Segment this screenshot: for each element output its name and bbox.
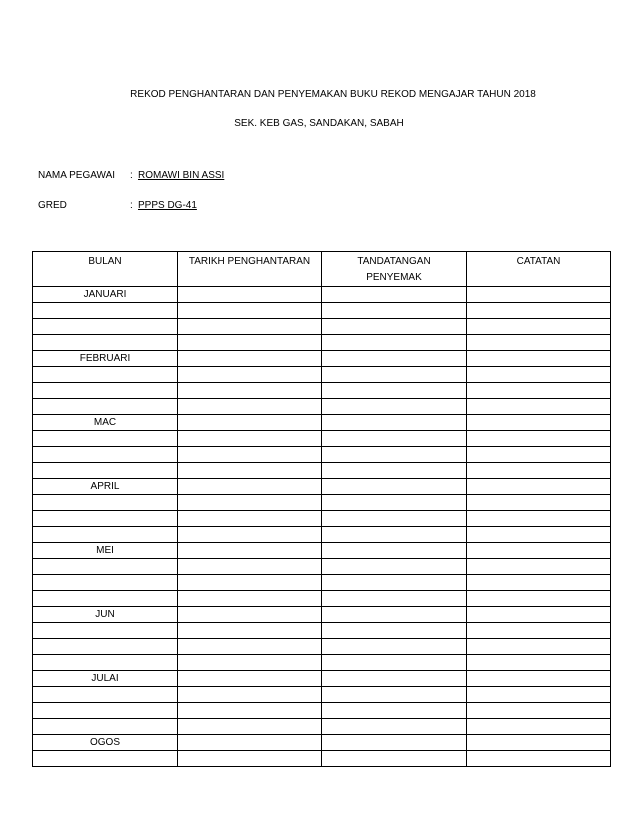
table-cell: [33, 447, 178, 463]
table-row: [33, 543, 611, 559]
table-cell: [33, 639, 178, 655]
table-cell: [178, 607, 322, 623]
header-tandatangan-penyemak: TANDATANGAN PENYEMAK: [322, 252, 467, 287]
table-cell: [322, 751, 467, 767]
table-cell: [178, 495, 322, 511]
table-cell: [322, 527, 467, 543]
field-value: ROMAWI BIN ASSI: [138, 170, 225, 181]
table-cell: [322, 607, 467, 623]
table-row: [33, 575, 611, 591]
month-cell: JULAI: [33, 671, 178, 687]
table-cell: [467, 479, 611, 495]
table-cell: [178, 575, 322, 591]
table-row: [33, 559, 611, 575]
field-nama-pegawai: [38, 170, 224, 181]
table-row: [33, 447, 611, 463]
table-cell: [467, 607, 611, 623]
table-cell: [467, 751, 611, 767]
table-cell: [33, 751, 178, 767]
table-cell: [467, 383, 611, 399]
table-cell: [178, 287, 322, 303]
table-cell: [178, 671, 322, 687]
table-cell: [178, 383, 322, 399]
table-cell: [33, 703, 178, 719]
month-cell: MEI: [33, 543, 178, 559]
table-cell: [467, 575, 611, 591]
table-cell: [178, 703, 322, 719]
table-cell: [178, 543, 322, 559]
table-row: [33, 527, 611, 543]
table-cell: [178, 623, 322, 639]
table-row: [33, 639, 611, 655]
table-row: [33, 319, 611, 335]
table-cell: [467, 399, 611, 415]
table-cell: [33, 591, 178, 607]
table-cell: [33, 319, 178, 335]
table-cell: [33, 463, 178, 479]
table-cell: [33, 623, 178, 639]
table-cell: [322, 687, 467, 703]
table-cell: [322, 543, 467, 559]
field-value: PPPS DG-41: [138, 200, 197, 211]
table-cell: [33, 367, 178, 383]
record-table: [32, 251, 611, 767]
table-cell: [178, 447, 322, 463]
table-cell: [322, 591, 467, 607]
month-cell: APRIL: [33, 479, 178, 495]
field-label: NAMA PEGAWAI: [38, 170, 116, 181]
table-cell: [322, 623, 467, 639]
table-cell: [178, 687, 322, 703]
table-row: [33, 735, 611, 751]
table-row: [33, 479, 611, 495]
table-cell: [467, 559, 611, 575]
table-cell: [33, 687, 178, 703]
table-cell: [322, 703, 467, 719]
table-row: [33, 303, 611, 319]
table-cell: [467, 591, 611, 607]
table-cell: [322, 655, 467, 671]
table-cell: [467, 687, 611, 703]
table-cell: [467, 623, 611, 639]
table-cell: [322, 447, 467, 463]
table-cell: [467, 319, 611, 335]
table-cell: [33, 383, 178, 399]
table-cell: [322, 639, 467, 655]
table-cell: [33, 399, 178, 415]
table-cell: [178, 431, 322, 447]
table-row: [33, 383, 611, 399]
table-cell: [322, 399, 467, 415]
table-cell: [322, 495, 467, 511]
table-row: [33, 751, 611, 767]
table-cell: [178, 511, 322, 527]
table-cell: [178, 399, 322, 415]
table-cell: [322, 463, 467, 479]
table-row: [33, 687, 611, 703]
table-cell: [322, 415, 467, 431]
table-cell: [322, 351, 467, 367]
month-cell: OGOS: [33, 735, 178, 751]
table-cell: [467, 447, 611, 463]
table-cell: [178, 735, 322, 751]
table-cell: [467, 543, 611, 559]
table-row: [33, 463, 611, 479]
table-row: [33, 495, 611, 511]
table-cell: [467, 511, 611, 527]
table-row: [33, 703, 611, 719]
table-cell: [178, 751, 322, 767]
table-cell: [467, 639, 611, 655]
table-row: [33, 415, 611, 431]
table-cell: [33, 655, 178, 671]
month-cell: MAC: [33, 415, 178, 431]
table-cell: [178, 303, 322, 319]
table-cell: [33, 575, 178, 591]
table-cell: [322, 303, 467, 319]
field-colon: :: [130, 170, 133, 181]
table-cell: [178, 655, 322, 671]
month-cell: JUN: [33, 607, 178, 623]
table-cell: [178, 527, 322, 543]
table-cell: [322, 559, 467, 575]
field-gred: [38, 200, 197, 211]
table-cell: [322, 671, 467, 687]
table-cell: [33, 527, 178, 543]
table-cell: [178, 719, 322, 735]
table-row: [33, 719, 611, 735]
header-tarikh-penghantaran: TARIKH PENGHANTARAN: [178, 252, 322, 287]
table-row: [33, 431, 611, 447]
table-cell: [33, 303, 178, 319]
table-row: [33, 351, 611, 367]
table-row: [33, 671, 611, 687]
table-cell: [178, 559, 322, 575]
table-cell: [178, 415, 322, 431]
table-cell: [322, 511, 467, 527]
table-cell: [467, 703, 611, 719]
table-cell: [322, 575, 467, 591]
table-row: [33, 367, 611, 383]
table-cell: [467, 367, 611, 383]
table-cell: [33, 495, 178, 511]
table-cell: [178, 335, 322, 351]
table-cell: [467, 719, 611, 735]
table-cell: [322, 319, 467, 335]
table-cell: [178, 367, 322, 383]
table-cell: [178, 463, 322, 479]
table-row: [33, 607, 611, 623]
table-cell: [467, 495, 611, 511]
header-bulan: BULAN: [33, 252, 178, 287]
table-cell: [322, 335, 467, 351]
table-cell: [467, 463, 611, 479]
month-cell: FEBRUARI: [33, 351, 178, 367]
table-cell: [322, 479, 467, 495]
table-row: [33, 399, 611, 415]
table-cell: [33, 431, 178, 447]
month-cell: JANUARI: [33, 287, 178, 303]
table-cell: [33, 719, 178, 735]
table-row: [33, 655, 611, 671]
table-cell: [467, 351, 611, 367]
table-cell: [178, 639, 322, 655]
table-cell: [322, 367, 467, 383]
table-cell: [467, 303, 611, 319]
table-cell: [467, 287, 611, 303]
field-colon: :: [130, 200, 133, 211]
table-row: [33, 287, 611, 303]
table-cell: [322, 287, 467, 303]
table-row: [33, 511, 611, 527]
table-row: [33, 335, 611, 351]
table-cell: [467, 335, 611, 351]
table-cell: [467, 527, 611, 543]
table-cell: [467, 655, 611, 671]
table-cell: [322, 431, 467, 447]
table-header-row: [33, 252, 611, 287]
table-cell: [178, 351, 322, 367]
table-cell: [33, 511, 178, 527]
table-cell: [467, 431, 611, 447]
table-cell: [467, 671, 611, 687]
table-cell: [178, 591, 322, 607]
table-cell: [467, 415, 611, 431]
table-cell: [178, 319, 322, 335]
school-name: SEK. KEB GAS, SANDAKAN, SABAH: [234, 118, 404, 129]
table-cell: [322, 735, 467, 751]
document-title: REKOD PENGHANTARAN DAN PENYEMAKAN BUKU REKOD MENGAJAR TAHUN 2018: [130, 89, 536, 100]
table-cell: [467, 735, 611, 751]
table-cell: [33, 335, 178, 351]
table-cell: [33, 559, 178, 575]
table-cell: [322, 719, 467, 735]
table-cell: [178, 479, 322, 495]
field-label: GRED: [38, 200, 67, 211]
table-row: [33, 591, 611, 607]
table-cell: [322, 383, 467, 399]
table-row: [33, 623, 611, 639]
header-catatan: CATATAN: [467, 252, 611, 287]
